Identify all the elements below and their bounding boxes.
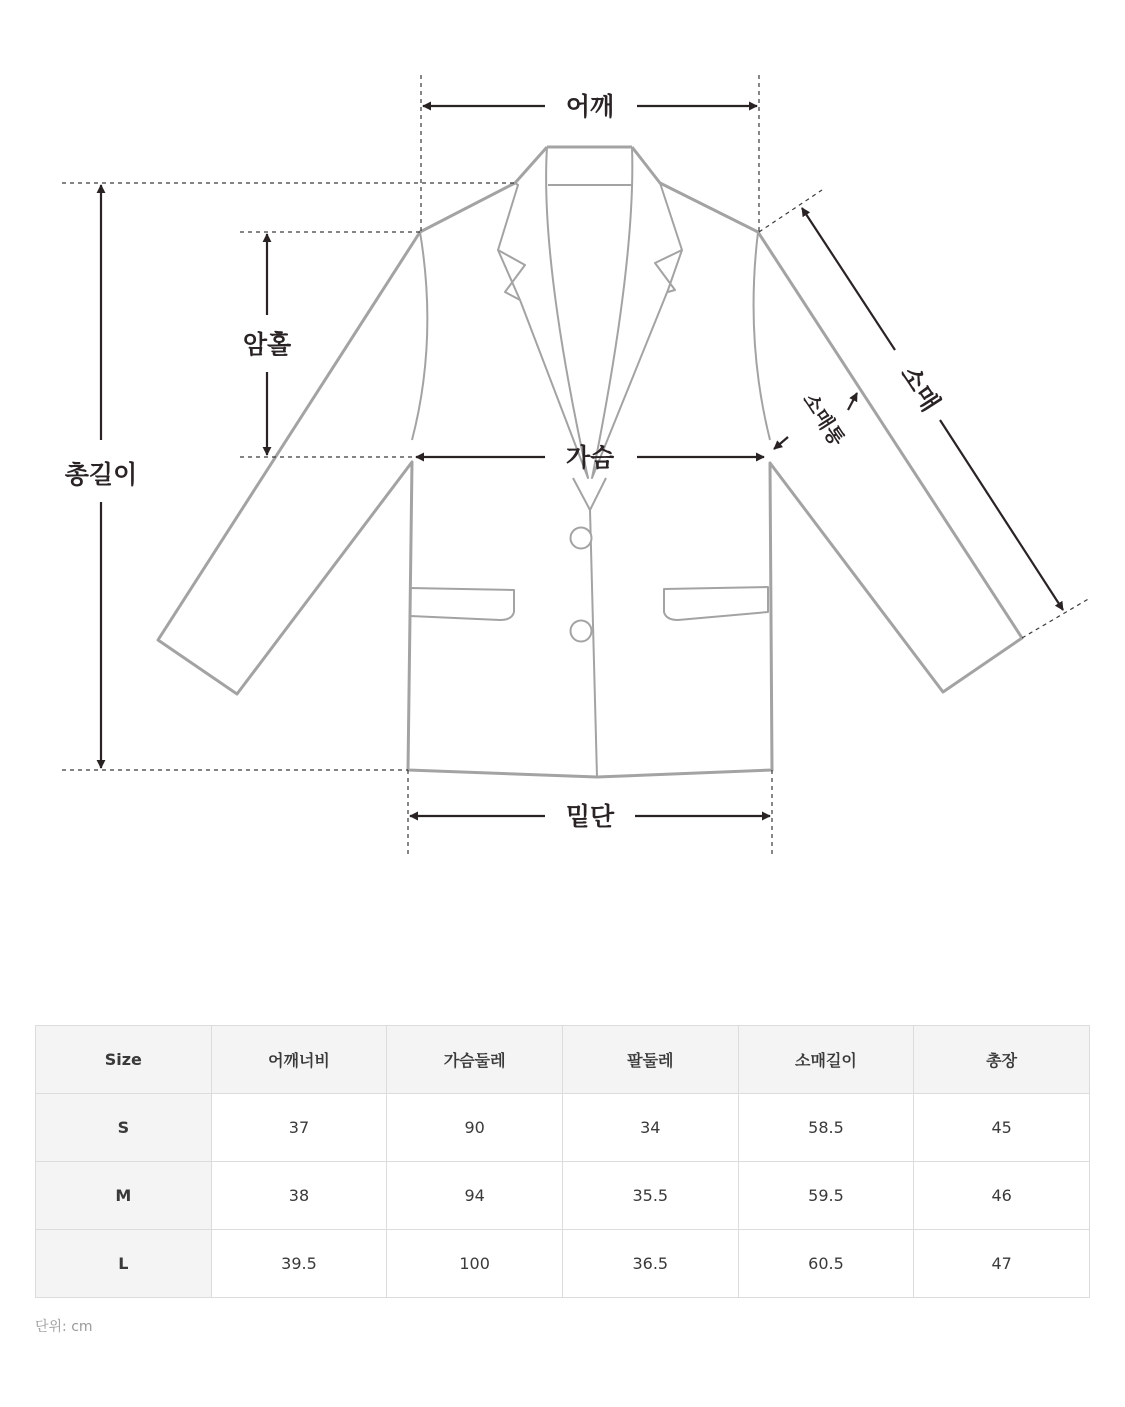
left-armhole-seam xyxy=(412,232,427,440)
table-cell: 47 xyxy=(914,1230,1090,1298)
header-total-length: 총장 xyxy=(914,1026,1090,1094)
placket-line xyxy=(590,510,597,777)
table-cell: 36.5 xyxy=(562,1230,738,1298)
unit-note: 단위: cm xyxy=(35,1319,93,1335)
button-bottom xyxy=(571,621,592,642)
jacket-left-side xyxy=(158,147,597,777)
size-cell: S xyxy=(36,1094,212,1162)
label-armhole: 암홀 xyxy=(242,330,292,359)
right-armhole-seam xyxy=(754,232,770,440)
header-chest: 가슴둘레 xyxy=(387,1026,563,1094)
right-pocket xyxy=(664,587,768,620)
table-cell: 90 xyxy=(387,1094,563,1162)
label-shoulder: 어깨 xyxy=(565,92,615,121)
table-cell: 45 xyxy=(914,1094,1090,1162)
label-chest: 가슴 xyxy=(565,443,615,472)
jacket-right-side xyxy=(597,147,1022,777)
table-cell: 37 xyxy=(211,1094,387,1162)
table-header-row xyxy=(36,1026,1090,1094)
left-lapel xyxy=(498,147,588,478)
table-cell: 59.5 xyxy=(738,1162,914,1230)
header-sleeve-length: 소매길이 xyxy=(738,1026,914,1094)
label-hem: 밑단 xyxy=(565,802,615,831)
sleeve-arrow-down xyxy=(940,420,1063,610)
table-cell: 60.5 xyxy=(738,1230,914,1298)
table-cell: 58.5 xyxy=(738,1094,914,1162)
header-size: Size xyxy=(36,1026,212,1094)
table-row xyxy=(36,1162,1090,1230)
sleeve-arrow-up xyxy=(802,208,895,350)
label-total-length: 총길이 xyxy=(64,460,138,489)
table-cell: 34 xyxy=(562,1094,738,1162)
buttons xyxy=(571,528,592,642)
button-top xyxy=(571,528,592,549)
label-sleeve-width: 소매통 xyxy=(798,388,850,451)
header-arm: 팔둘레 xyxy=(562,1026,738,1094)
size-cell: L xyxy=(36,1230,212,1298)
left-pocket xyxy=(410,588,514,620)
inner-v xyxy=(573,478,606,510)
table-cell: 100 xyxy=(387,1230,563,1298)
size-table xyxy=(35,1025,1090,1298)
label-sleeve: 소매 xyxy=(894,360,946,417)
table-cell: 94 xyxy=(387,1162,563,1230)
table-row xyxy=(36,1230,1090,1298)
table-row xyxy=(36,1094,1090,1162)
sleeve-width-arrow-down xyxy=(774,437,788,449)
table-cell: 38 xyxy=(211,1162,387,1230)
sleeve-width-arrow-up xyxy=(848,393,857,410)
header-shoulder-width: 어깨너비 xyxy=(211,1026,387,1094)
right-lapel xyxy=(592,147,682,478)
table-cell: 35.5 xyxy=(562,1162,738,1230)
table-cell: 39.5 xyxy=(211,1230,387,1298)
size-cell: M xyxy=(36,1162,212,1230)
table-cell: 46 xyxy=(914,1162,1090,1230)
